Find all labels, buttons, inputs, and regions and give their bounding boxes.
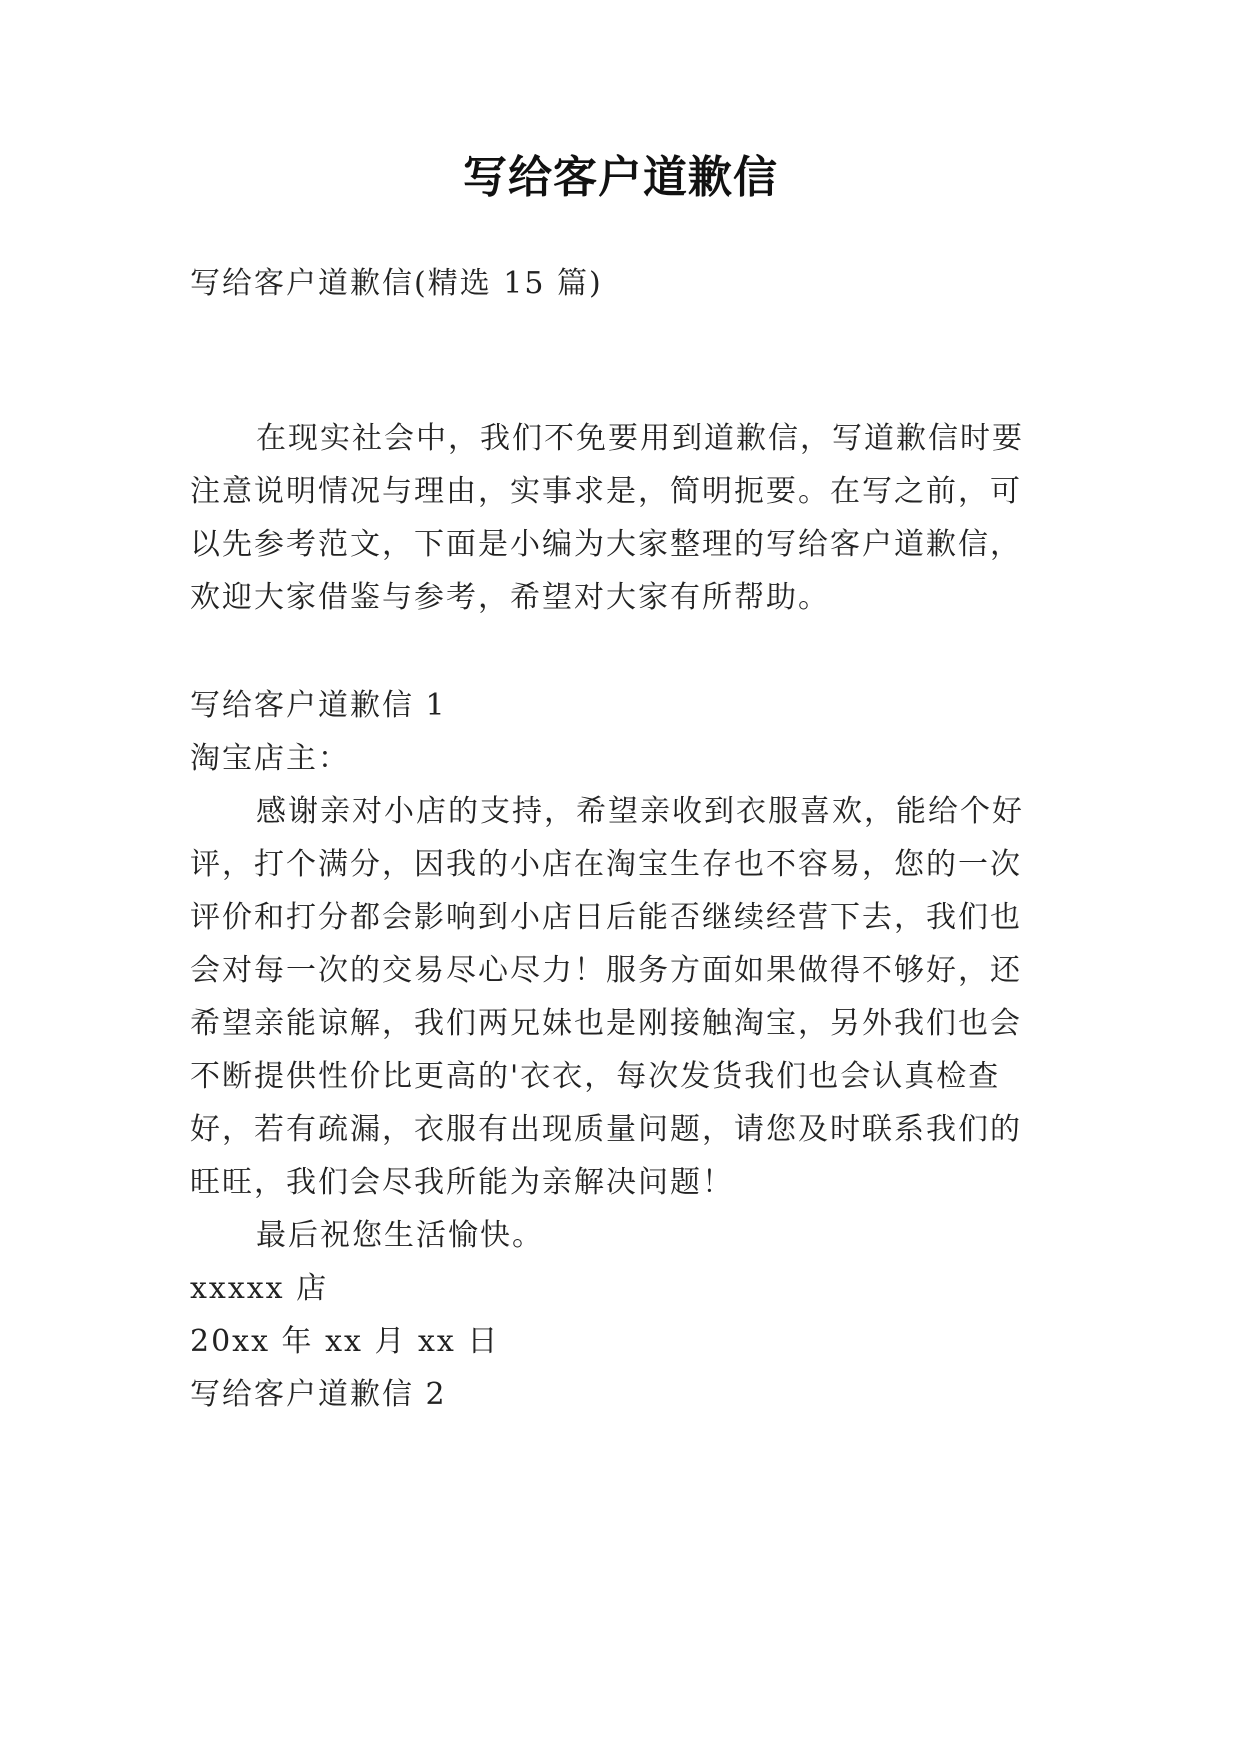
letter1-body-line-7: 好，若有疏漏，衣服有出现质量问题，请您及时联系我们的 bbox=[190, 1112, 1022, 1147]
letter1-body-line-3: 评价和打分都会影响到小店日后能否继续经营下去，我们也 bbox=[190, 900, 1022, 935]
document-subtitle: 写给客户道歉信(精选 15 篇) bbox=[190, 266, 603, 301]
intro-line-1: 在现实社会中，我们不免要用到道歉信，写道歉信时要 bbox=[256, 421, 1024, 456]
intro-line-4: 欢迎大家借鉴与参考，希望对大家有所帮助。 bbox=[190, 580, 830, 615]
letter1-body-line-8: 旺旺，我们会尽我所能为亲解决问题！ bbox=[190, 1165, 734, 1200]
letter1-body-line-1: 感谢亲对小店的支持，希望亲收到衣服喜欢，能给个好 bbox=[256, 794, 1024, 829]
letter1-salutation: 淘宝店主： bbox=[190, 741, 350, 776]
letter1-date: 20xx 年 xx 月 xx 日 bbox=[190, 1324, 500, 1359]
intro-line-3: 以先参考范文，下面是小编为大家整理的写给客户道歉信， bbox=[190, 527, 1022, 562]
letter1-body-line-5: 希望亲能谅解，我们两兄妹也是刚接触淘宝，另外我们也会 bbox=[190, 1006, 1022, 1041]
letter1-body-line-6: 不断提供性价比更高的'衣衣，每次发货我们也会认真检查 bbox=[190, 1059, 1001, 1094]
letter1-heading: 写给客户道歉信 1 bbox=[190, 688, 447, 723]
letter1-body-line-4: 会对每一次的交易尽心尽力！服务方面如果做得不够好，还 bbox=[190, 953, 1022, 988]
intro-line-2: 注意说明情况与理由，实事求是，简明扼要。在写之前，可 bbox=[190, 474, 1022, 509]
letter1-signature: xxxxx 店 bbox=[190, 1271, 329, 1306]
letter2-heading: 写给客户道歉信 2 bbox=[190, 1377, 447, 1412]
letter1-body-line-2: 评，打个满分，因我的小店在淘宝生存也不容易，您的一次 bbox=[190, 847, 1022, 882]
letter1-closing: 最后祝您生活愉快。 bbox=[256, 1218, 544, 1253]
document-title: 写给客户道歉信 bbox=[463, 152, 778, 203]
